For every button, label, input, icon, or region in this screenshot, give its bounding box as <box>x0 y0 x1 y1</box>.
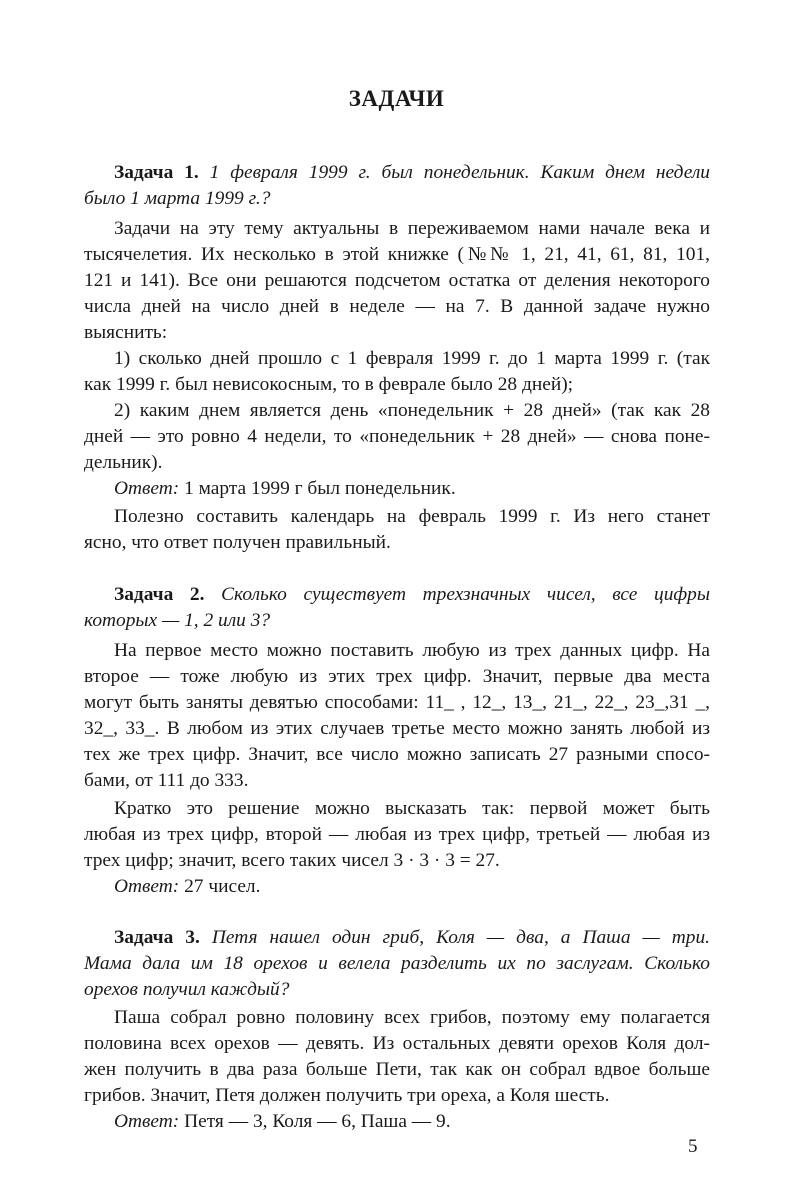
problem-2-statement-line: Сколько существует трехзначных чисел, все цифры <box>221 584 710 605</box>
problem-1-answer <box>114 476 710 502</box>
problem-2-solution-line: любая из трех цифр, второй — любая из трех цифр, третьей — любая из <box>84 824 710 845</box>
problem-3-solution-line: Паша собрал ровно половину всех грибов, поэтому ему полагается <box>114 1007 710 1028</box>
problem-2-answer <box>114 874 710 900</box>
problem-3-statement-line: орехов получил каждый? <box>84 979 290 1000</box>
page-number: 5 <box>688 1136 698 1157</box>
problem-1-solution-line: тысячелетия. Их несколько в этой книжке (№№ 1, 21, 41, 61, 81, 101, <box>84 244 710 265</box>
problem-1-solution-line: как 1999 г. был невисокосным, то в феврале было 28 дней); <box>84 374 574 395</box>
problem-2-solution-line: Кратко это решение можно высказать так: первой может быть <box>114 798 710 819</box>
problem-1-label: Задача 1. <box>114 162 199 183</box>
answer-text: 1 марта 1999 г был понедельник. <box>184 478 456 499</box>
problem-3-heading <box>114 925 710 951</box>
problem-1-solution-line: числа дней на число дней в неделе — на 7. В данной задаче нужно <box>84 296 710 317</box>
problem-2-label: Задача 2. <box>114 584 205 605</box>
answer-label: Ответ: <box>114 876 180 897</box>
answer-label: Ответ: <box>114 1111 180 1132</box>
problem-3-solution-line: половина всех орехов — девять. Из остальных девяти орехов Коля дол- <box>84 1033 710 1054</box>
problem-1-solution-line: дельник). <box>84 452 163 473</box>
problem-3-label: Задача 3. <box>114 927 200 948</box>
problem-1-note-line: Полезно составить календарь на февраль 1999 г. Из него станет <box>114 506 710 527</box>
problem-2-solution-line: тех же трех цифр. Значит, все число можно записать 27 разными спосо- <box>84 744 710 765</box>
problem-1-statement-line: 1 февраля 1999 г. был понедельник. Каким днем недели <box>209 162 710 183</box>
problem-2-solution-line: могут быть заняты девятью способами: 11_ , 12_, 13_, 21_, 22_, 23_,31 _, <box>84 692 710 713</box>
problem-3-statement-line: Петя нашел один гриб, Коля — два, а Паша — три. <box>211 927 710 948</box>
answer-label: Ответ: <box>114 478 180 499</box>
problem-1-solution-line: дней — это ровно 4 недели, то «понедельник + 28 дней» — снова поне- <box>84 426 710 447</box>
answer-text: 27 чисел. <box>184 876 261 897</box>
problem-2-solution-line: второе — тоже любую из этих трех цифр. Значит, первые два места <box>84 666 710 687</box>
problem-1-solution-line: 121 и 141). Все они решаются подсчетом остатка от деления некоторого <box>84 270 710 291</box>
problem-1-solution-line: Задачи на эту тему актуальны в переживаемом нами начале века и <box>114 218 710 239</box>
answer-text: Петя — 3, Коля — 6, Паша — 9. <box>184 1111 451 1132</box>
problem-3-solution-line: жен получить в два раза больше Пети, так как он собрал вдвое больше <box>84 1059 710 1080</box>
problem-2-solution-line: 32_, 33_. В любом из этих случаев третье место можно занять любой из <box>84 718 710 739</box>
problem-3-solution-line: грибов. Значит, Петя должен получить три ореха, а Коля шесть. <box>84 1085 610 1106</box>
problem-1-solution-line: выяснить: <box>84 322 168 343</box>
problem-3-answer <box>114 1109 710 1135</box>
problem-2-solution-line: бами, от 111 до 333. <box>84 770 249 791</box>
problem-2-statement-line: которых — 1, 2 или 3? <box>84 610 271 631</box>
problem-2-solution-line: На первое место можно поставить любую из трех данных цифр. На <box>114 640 710 661</box>
problem-1-solution-line: 2) каким днем является день «понедельник + 28 дней» (так как 28 <box>114 400 710 421</box>
problem-1-solution-line: 1) сколько дней прошло с 1 февраля 1999 г. до 1 марта 1999 г. (так <box>114 348 710 369</box>
page-title: ЗАДАЧИ <box>348 86 445 111</box>
problem-2-heading <box>114 582 710 608</box>
problem-1-statement-line: было 1 марта 1999 г.? <box>84 188 271 209</box>
problem-2-solution-line: трех цифр; значит, всего таких чисел 3 · 3 · 3 = 27. <box>84 850 500 871</box>
problem-3-statement-line: Мама дала им 18 орехов и велела разделить их по заслугам. Сколько <box>84 953 710 974</box>
problem-1-note-line: ясно, что ответ получен правильный. <box>84 532 391 553</box>
problem-1-heading <box>114 160 710 186</box>
